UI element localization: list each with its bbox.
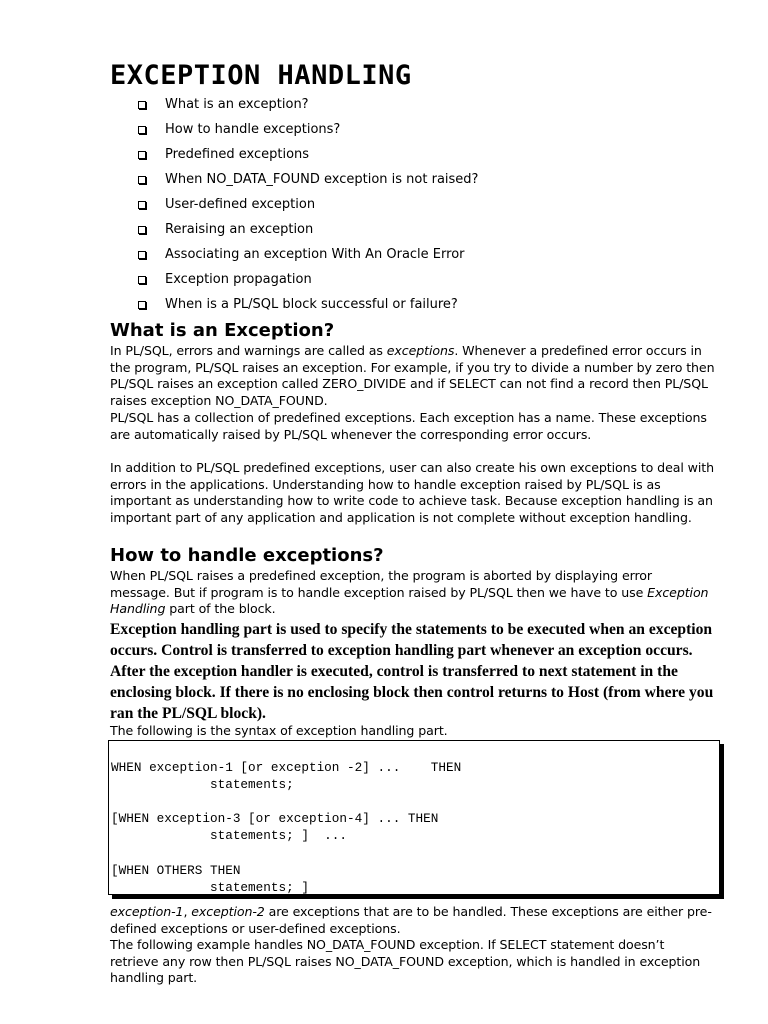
list-item: When is a PL/SQL block successful or failure? [138, 292, 478, 317]
topic-list [138, 92, 478, 317]
paragraph-exception-names: exception-1, exception-2 are exceptions that are to be handled. These exceptions are either pre-defined exceptions or user-defined exceptions. [110, 904, 712, 936]
list-item: How to handle exceptions? [138, 117, 478, 142]
paragraph-exception-intro: In PL/SQL, errors and warnings are called as exceptions. Whenever a predefined error occurs in the program, PL/SQL raises an exception. For example, if you try to divide a number by zero then PL/SQL raises an exception called ZERO_DIVIDE and if SELECT can not find a record then PL/SQL raises exception NO_DATA_FOUND. [110, 343, 715, 409]
checkbox-bullet-icon [138, 201, 146, 209]
page-title: EXCEPTION HANDLING [110, 60, 412, 91]
list-item: When NO_DATA_FOUND exception is not raised? [138, 167, 478, 192]
section-heading-what-is-exception: What is an Exception? [110, 320, 335, 341]
code-text: WHEN exception-1 [or exception -2] ... THEN statements; [WHEN exception-3 [or exception-4] ... THEN statements; ] ... [WHEN OTHERS THEN statements; ] [111, 760, 462, 895]
paragraph-user-exceptions: In addition to PL/SQL predefined exceptions, user can also create his own exceptions to deal with errors in the applications. Understanding how to handle exception raised by PL/SQL is as important as understanding how to write code to achieve task. Because exception handling is an important part of any application and application is not complete without exception handling. [110, 460, 714, 526]
checkbox-bullet-icon [138, 276, 146, 284]
checkbox-bullet-icon [138, 301, 146, 309]
list-item: Exception propagation [138, 267, 478, 292]
paragraph-handling-intro: When PL/SQL raises a predefined exception, the program is aborted by displaying error message. But if program is to handle exception raised by PL/SQL then we have to use Exception Handling part of the block. [110, 568, 709, 617]
paragraph-example-intro: The following example handles NO_DATA_FOUND exception. If SELECT statement doesn’t retrieve any row then PL/SQL raises NO_DATA_FOUND exception, which is handled in exception handling part. [110, 937, 701, 986]
paragraph-syntax-intro: The following is the syntax of exception handling part. [110, 723, 448, 738]
checkbox-bullet-icon [138, 151, 146, 159]
checkbox-bullet-icon [138, 176, 146, 184]
paragraph-handling-bold: Exception handling part is used to specify the statements to be executed when an exception occurs. Control is transferred to exception handling part whenever an exception occurs. After the exception handler is executed, control is transferred to next statement in the enclosing block. If there is no enclosing block then control returns to Host (from where you ran the PL/SQL block). [110, 621, 714, 722]
list-item: Reraising an exception [138, 217, 478, 242]
checkbox-bullet-icon [138, 101, 146, 109]
section-heading-how-to-handle: How to handle exceptions? [110, 545, 384, 566]
list-item: Predefined exceptions [138, 142, 478, 167]
checkbox-bullet-icon [138, 126, 146, 134]
paragraph-predefined-collection: PL/SQL has a collection of predefined exceptions. Each exception has a name. These exceptions are automatically raised by PL/SQL whenever the corresponding error occurs. [110, 410, 707, 442]
checkbox-bullet-icon [138, 226, 146, 234]
list-item: User-defined exception [138, 192, 478, 217]
list-item: Associating an exception With An Oracle Error [138, 242, 478, 267]
list-item: What is an exception? [138, 92, 478, 117]
checkbox-bullet-icon [138, 251, 146, 259]
code-block [108, 740, 720, 895]
